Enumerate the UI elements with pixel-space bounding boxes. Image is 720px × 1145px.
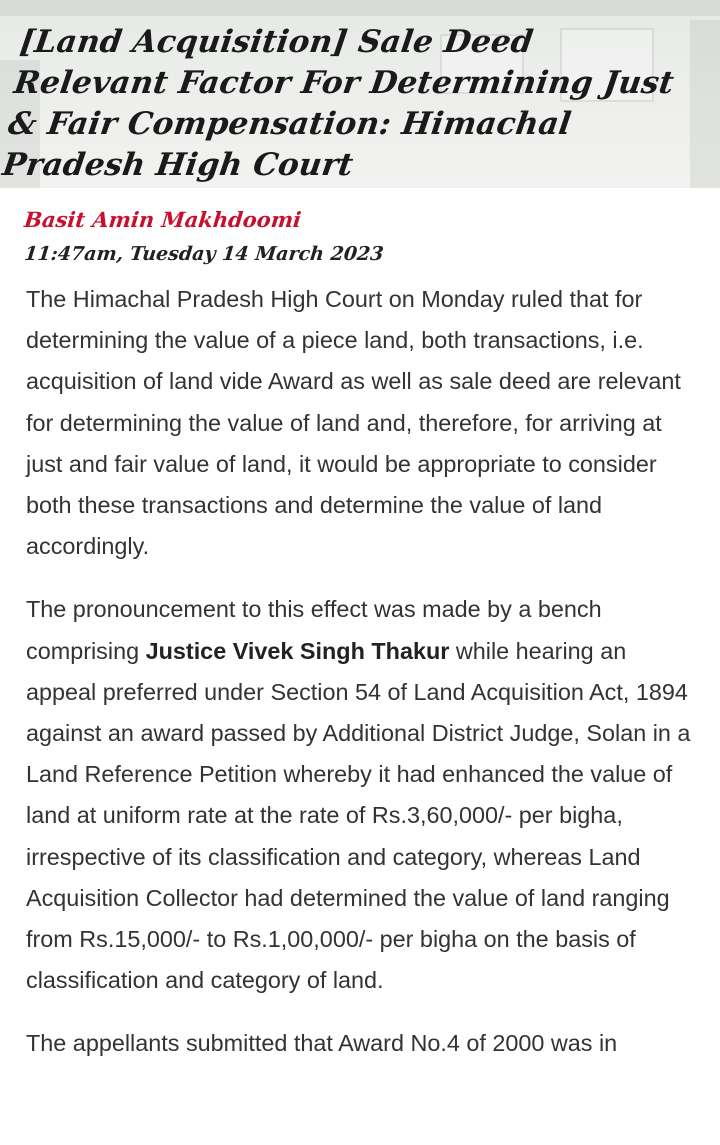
article-dateline: 11:47am, Tuesday 14 March 2023 (23, 243, 385, 265)
article-paragraph: The appellants submitted that Award No.4 of 2000 was in (26, 1030, 618, 1057)
paragraph-text: The pronouncement to this effect was made by a bench comprising (26, 596, 602, 664)
article-paragraph: The Himachal Pradesh High Court on Monday ruled that for determining the value of a piece land, both transactions, i.e. acquisition of land vide Award as well as sale deed are relevant for determining the value of land and, therefore, for arriving at just and fair value of land, it would be appropriate to consider both these transactions and determine the value of land accordingly. (26, 286, 681, 560)
article-header (0, 0, 720, 188)
article-meta (0, 188, 720, 269)
article-title: [Land Acquisition] Sale Deed Relevant Factor For Determining Just & Fair Compensation: Himachal Pradesh High Court (0, 24, 677, 183)
author-link[interactable]: Basit Amin Makhdoomi (23, 207, 303, 232)
paragraph-text: while hearing an appeal preferred under Section 54 of Land Acquisition Act, 1894 against an award passed by Additional District Judge, Solan in a Land Reference Petition whereby it had enhanced the value of land at uniform rate at the rate of Rs.3,60,000/- per bigha, irrespective of its classification and category, whereas Land Acquisition Collector had determined the value of land ranging from Rs.15,000/- to Rs.1,00,000/- per bigha on the basis of classification and category of land. (26, 637, 691, 994)
article-body (0, 269, 720, 1065)
article-paragraph (26, 589, 694, 1001)
judge-name: Justice Vivek Singh Thakur (145, 637, 450, 664)
